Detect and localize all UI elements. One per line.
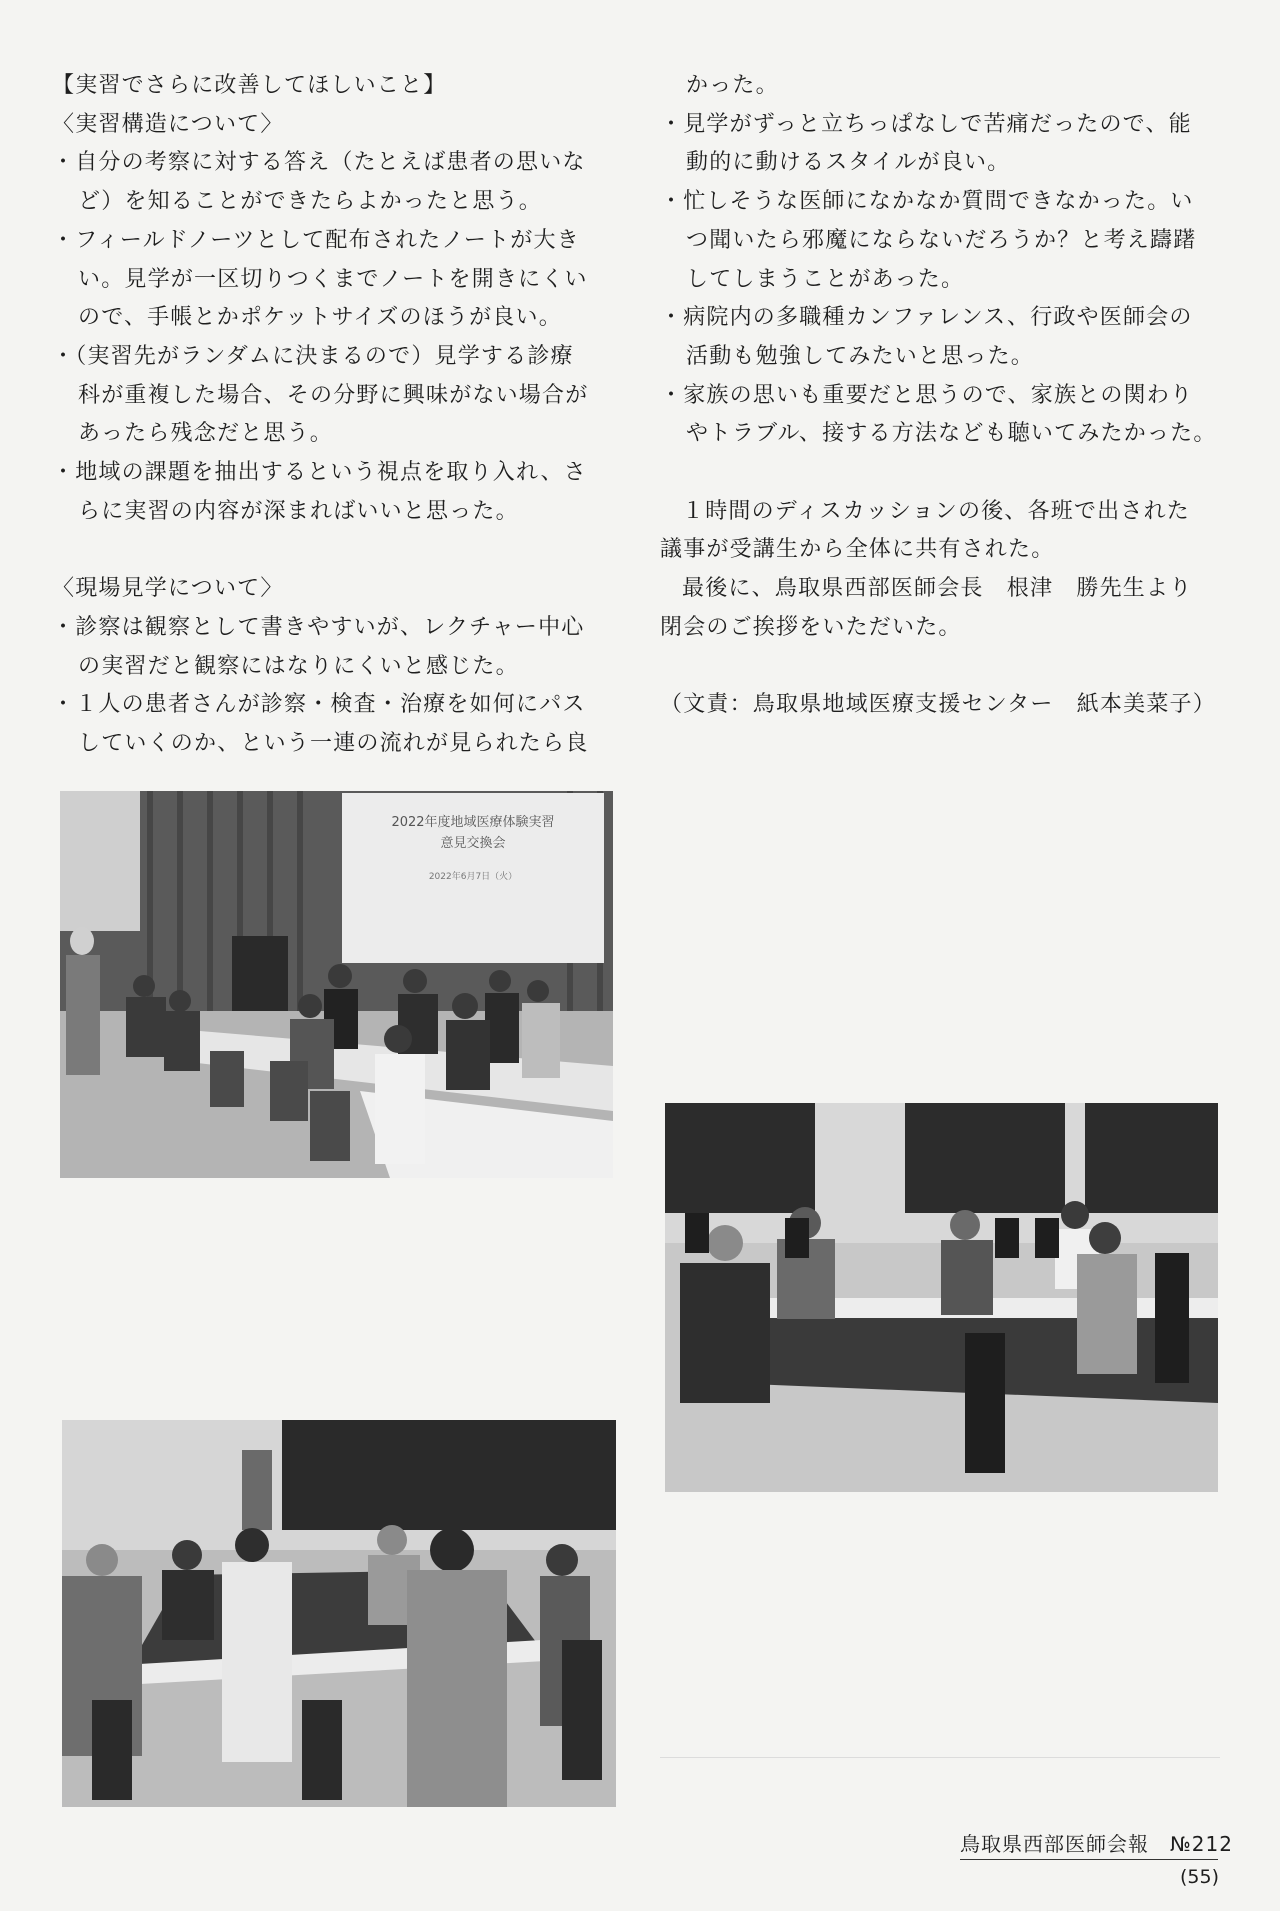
section-heading: 【実習でさらに改善してほしいこと】 <box>52 73 447 98</box>
meeting-photo-groups <box>62 1420 616 1807</box>
subsection-title: 〈実習構造について〉 <box>52 111 284 137</box>
subsection-title: 〈現場見学について〉 <box>52 576 284 602</box>
bullet-item: ・フィールドノーツとして配布されたノートが大き い。見学が一区切りつくまでノートを開きにくい ので、手帳とかポケットサイズのほうが良い。 <box>52 227 588 331</box>
continuation-text: かった。 <box>686 73 779 98</box>
screen-subtitle: 意見交換会 <box>440 836 506 851</box>
bullet-item: ・自分の考察に対する答え（たとえば患者の思いな ど）を知ることができたらよかったと思う。 <box>52 150 586 215</box>
meeting-photo-discussion <box>665 1103 1218 1492</box>
divider <box>660 1757 1220 1758</box>
bullet-item: ・（実習先がランダムに決まるので）見学する診療 科が重複した場合、その分野に興味がない場合が あったら残念だと思う。 <box>52 343 589 447</box>
journal-title: 鳥取県西部医師会報 №212 <box>960 1828 1218 1860</box>
paragraph: １時間のディスカッションの後、各班で出された 議事が受講生から全体に共有された。 <box>660 498 1190 563</box>
bullet-item: ・見学がずっと立ちっぱなしで苦痛だったので、能 動的に動けるスタイルが良い。 <box>660 111 1192 176</box>
bullet-item: ・診察は観察として書きやすいが、レクチャー中心 の実習だと観察にはなりにくいと感じた。 <box>52 614 585 679</box>
bullet-item: ・忙しそうな医師になかなか質問できなかった。い つ聞いたら邪魔にならないだろうか？と考え躊躇 してしまうことがあった。 <box>660 189 1197 292</box>
bullet-item: ・家族の思いも重要だと思うので、家族との関わり やトラブル、接する方法なども聴いてみたかった。 <box>660 382 1217 447</box>
paragraph: 最後に、鳥取県西部医師会長 根津 勝先生より 閉会のご挨拶をいただいた。 <box>660 576 1193 640</box>
right-column <box>660 67 1215 725</box>
bullet-item: ・１人の患者さんが診察・検査・治療を如何にパス していくのか、という一連の流れが見られたら良 <box>52 692 589 756</box>
page-number: (55) <box>1180 1866 1220 1888</box>
left-column <box>52 67 618 764</box>
bullet-item: ・地域の課題を抽出するという視点を取り入れ、さ らに実習の内容が深まればいいと思った。 <box>52 460 587 524</box>
meeting-photo-presentation <box>60 791 613 1178</box>
screen-date: 2022年6月7日（火） <box>428 872 518 882</box>
bullet-item: ・病院内の多職種カンファレンス、行政や医師会の 活動も勉強してみたいと思った。 <box>660 305 1193 369</box>
screen-title: 2022年度地域医療体験実習 <box>391 815 555 830</box>
author-credit: （文責：鳥取県地域医療支援センター 紙本美菜子） <box>660 692 1216 718</box>
